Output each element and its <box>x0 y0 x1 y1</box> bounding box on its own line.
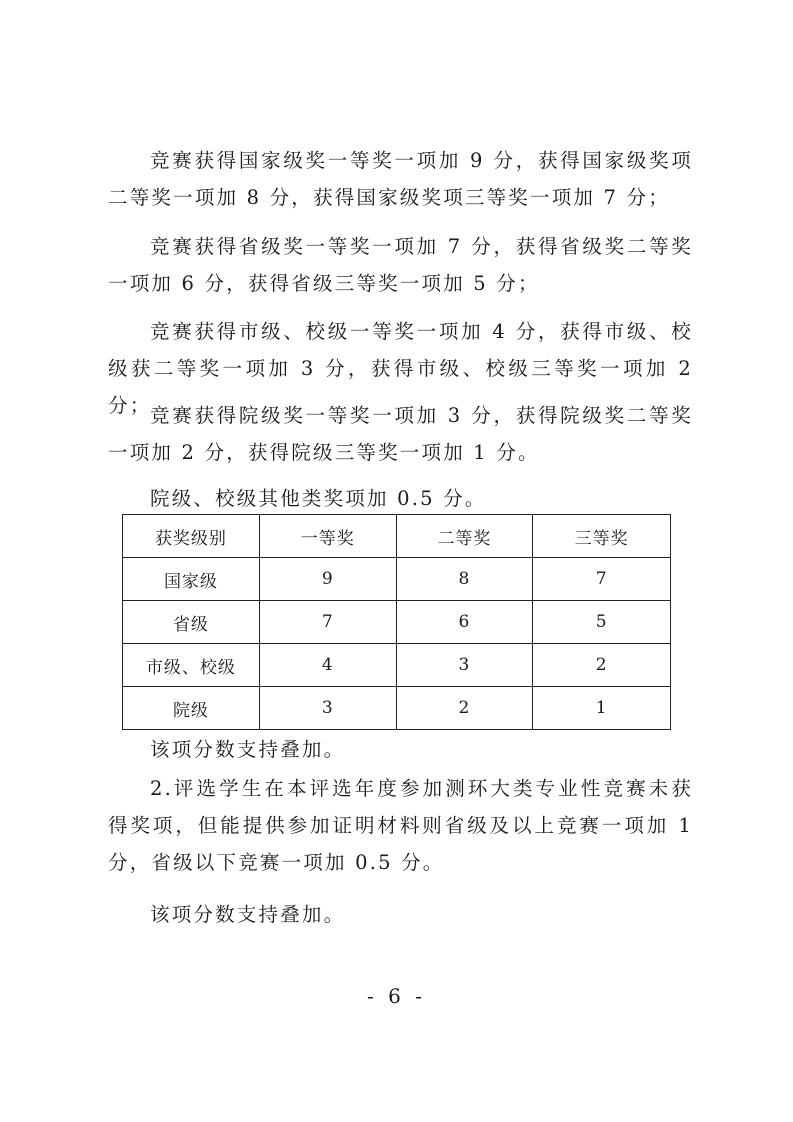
paragraph-other-awards: 院级、校级其他类奖项加 0.5 分。 <box>150 487 487 510</box>
table-cell: 省级 <box>123 601 260 644</box>
table-header-cell: 三等奖 <box>533 515 671 558</box>
paragraph-city-school-awards: 竞赛获得市级、校级一等奖一项加 4 分，获得市级、校级获二等奖一项加 3 分，获得市级、校级三等奖一项加 2 分； <box>108 320 693 417</box>
table-cell: 市级、校级 <box>123 644 260 687</box>
table-header-cell: 一等奖 <box>259 515 396 558</box>
table-cell: 5 <box>533 601 671 644</box>
table-cell: 7 <box>533 558 671 601</box>
table-cell: 3 <box>396 644 533 687</box>
table-cell: 院级 <box>123 687 260 730</box>
table-cell: 2 <box>533 644 671 687</box>
paragraph-stackable-note: 该项分数支持叠加。 <box>150 738 346 761</box>
paragraph-college-awards: 竞赛获得院级奖一等奖一项加 3 分，获得院级奖二等奖一项加 2 分，获得院级三等奖一项加 1 分。 <box>108 404 693 464</box>
table-row <box>123 601 671 644</box>
table-header-row <box>123 515 671 558</box>
table-cell: 1 <box>533 687 671 730</box>
table-header-cell: 二等奖 <box>396 515 533 558</box>
table-cell: 4 <box>259 644 396 687</box>
table-cell: 2 <box>396 687 533 730</box>
table-header-cell: 获奖级别 <box>123 515 260 558</box>
table-cell: 9 <box>259 558 396 601</box>
table-cell: 国家级 <box>123 558 260 601</box>
table-row <box>123 558 671 601</box>
paragraph-national-awards: 竞赛获得国家级奖一等奖一项加 9 分，获得国家级奖项二等奖一项加 8 分，获得国家级奖项三等奖一项加 7 分； <box>108 149 693 209</box>
table-cell: 7 <box>259 601 396 644</box>
paragraph-provincial-awards: 竞赛获得省级奖一等奖一项加 7 分，获得省级奖二等奖一项加 6 分，获得省级三等奖一项加 5 分； <box>108 235 693 295</box>
table-row <box>123 687 671 730</box>
paragraph-stackable-note-2: 该项分数支持叠加。 <box>150 903 346 926</box>
award-points-table <box>122 514 671 730</box>
table-cell: 8 <box>396 558 533 601</box>
page-number: - 6 - <box>367 984 426 1008</box>
paragraph-participation-points: 2.评选学生在本评选年度参加测环大类专业性竞赛未获得奖项，但能提供参加证明材料则省级及以上竞赛一项加 1 分，省级以下竞赛一项加 0.5 分。 <box>108 777 693 874</box>
table-cell: 3 <box>259 687 396 730</box>
table-row <box>123 644 671 687</box>
table-cell: 6 <box>396 601 533 644</box>
